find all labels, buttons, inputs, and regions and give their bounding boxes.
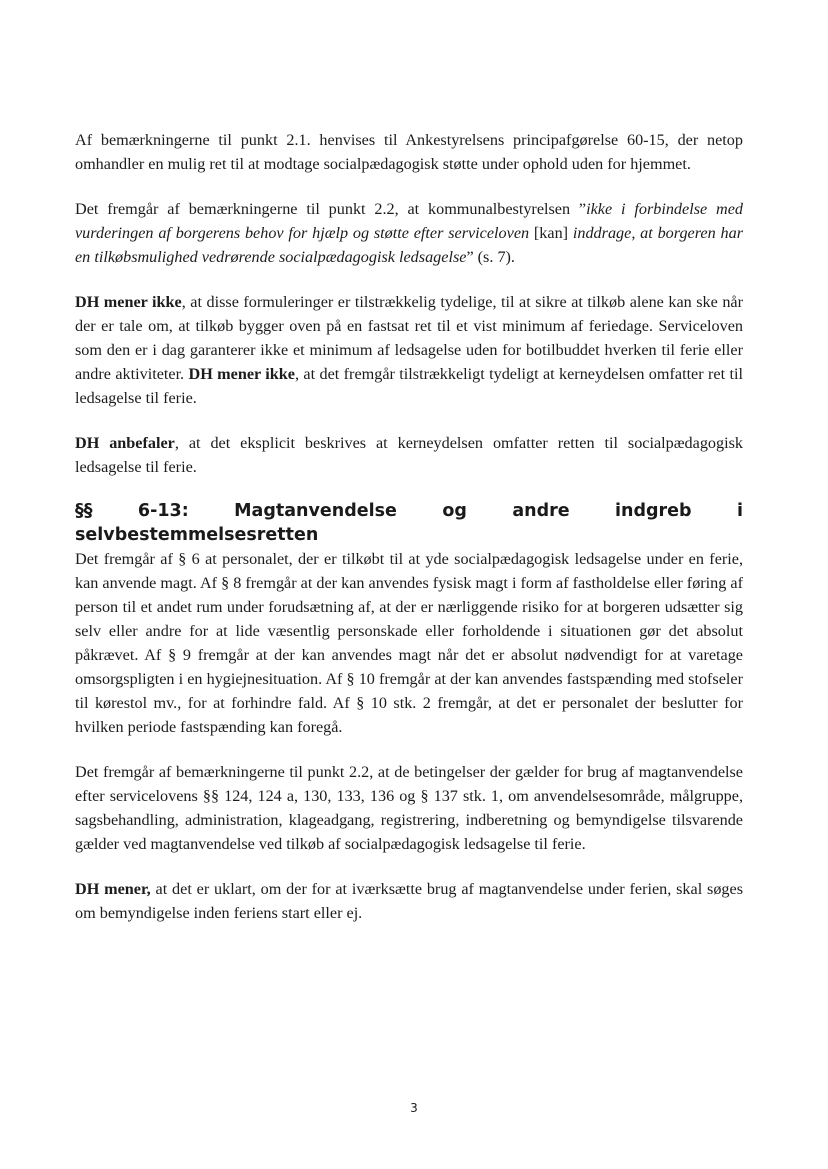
quote-intro-text: Det fremgår af bemærkningerne til punkt 2.2, at kommunalbestyrelsen ” [75,200,587,218]
paragraph-dh-position [75,290,743,410]
section-heading: §§ 6-13: Magtanvendelse og andre indgreb i selvbestemmelsesretten [75,501,743,545]
paragraph-dh-recommendation [75,431,743,479]
paragraph-text: , at disse formuleringer er tilstrækkelig tydelige, til at sikre at tilkøb alene kan ske når der er tale om, at tilkøb bygger oven på en fastsat ret til et vist minimum af feriedage. Serviceloven som den er i dag garanterer ikke et minimum af ledsagelse uden for botilbuddet hverken til ferie eller andre aktiviteter. [75,293,744,383]
page-number: 3 [410,1101,418,1115]
paragraph-principal-decision [75,128,743,176]
paragraph-text: at det er uklart, om der for at iværksætte brug af magtanvendelse under ferien, skal søges om bemyndigelse inden feriens start eller ej. [75,880,743,922]
quote-insert-text: [kan] [529,224,573,242]
document-body [75,128,743,946]
paragraph-text: Af bemærkningerne til punkt 2.1. henvises til Ankestyrelsens principafgørelse 60-15, der netop omhandler en mulig ret til at modtage socialpædagogisk støtte under ophold uden for hjemmet. [75,131,743,173]
paragraph-text: , at det eksplicit beskrives at kerneydelsen omfatter retten til socialpædagogisk ledsagelse til ferie. [75,434,744,476]
paragraph-text: , at det fremgår tilstrækkeligt tydeligt at kerneydelsen omfatter ret til ledsagelse til ferie. [75,365,743,407]
dh-statement-bold-2: DH mener ikke [188,365,295,383]
dh-recommendation-bold: DH anbefaler [75,434,175,452]
quote-citation-text: ” (s. 7). [466,248,515,266]
paragraph-conditions [75,760,743,856]
paragraph-text: Det fremgår af § 6 at personalet, der er tilkøbt til at yde socialpædagogisk ledsagelse under en ferie, kan anvende magt. Af § 8 fremgår at der kan anvendes fysisk magt i form af fastholdelse eller føring af person til et andet rum under forudsætning af, at der er nærliggende risiko for at borgeren udsætter sig selv eller andre for at lide væsentlig personskade eller forholdende i situationen gør det absolut påkrævet. Af § 9 fremgår at der kan anvendes magt når det er absolut nødvendigt for at varetage omsorgspligten i en hygiejnesituation. Af § 10 fremgår at der kan anvendes fastspænding med stofseler til kørestol mv., for at forhindre fald. Af § 10 stk. 2 fremgår, at det er personalet der beslutter for hvilken periode fastspænding kan foregå. [75,550,743,736]
dh-statement-bold-1: DH mener ikke [75,293,182,311]
paragraph-dh-opinion [75,877,743,925]
dh-opinion-bold: DH mener, [75,880,151,898]
paragraph-force-use [75,547,743,739]
quote-italic-text-1: ikke i forbindelse med vurderingen af borgerens behov for hjælp og støtte efter serviceloven [75,200,744,242]
paragraph-text: Det fremgår af bemærkningerne til punkt 2.2, at de betingelser der gælder for brug af magtanvendelse efter servicelovens §§ 124, 124 a, 130, 133, 136 og § 137 stk. 1, om anvendelsesområde, målgruppe, sagsbehandling, administration, klageadgang, registrering, indberetning og bemyndigelse tilsvarende gælder ved magtanvendelse ved tilkøb af socialpædagogisk ledsagelse til ferie. [75,763,743,853]
paragraph-remarks-quote [75,197,743,269]
quote-italic-text-2: inddrage, at borgeren har en tilkøbsmulighed vedrørende socialpædagogisk ledsagelse [75,224,743,266]
